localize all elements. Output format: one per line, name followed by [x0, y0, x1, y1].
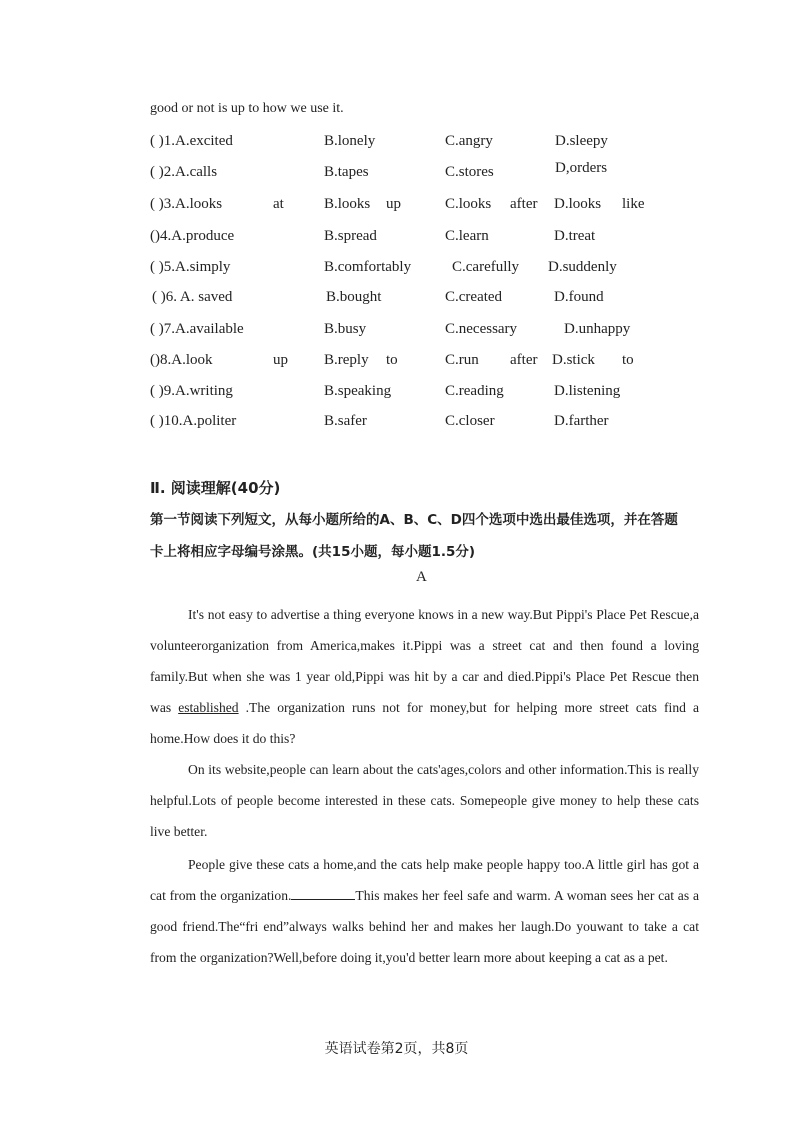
- section-title: Ⅱ. 阅读理解(40分): [150, 479, 281, 497]
- intro-line: good or not is up to how we use it.: [150, 101, 344, 116]
- para1-text-a: It's not easy to advertise a thing everyone knows in a new way.But Pippi's Place Pet Rescue,a volunteerorganization from America,makes it.Pippi was a street cat and then found a loving family.But when she was 1 year old,Pippi was hit by a car and died.Pippi's Place Pet Rescue then was: [150, 607, 699, 715]
- answer-option: at: [273, 196, 284, 212]
- page-footer: 英语试卷第2页，共8页: [324, 1041, 469, 1057]
- answer-option: D.stick: [552, 352, 595, 368]
- passage-paragraph-2: [150, 754, 699, 847]
- underlined-word: established: [178, 700, 239, 715]
- answer-option: B.bought: [326, 289, 382, 305]
- answer-option: B.tapes: [324, 164, 369, 180]
- answer-option: D.found: [554, 289, 604, 305]
- answer-option: after: [510, 352, 538, 368]
- answer-option: B.busy: [324, 321, 367, 337]
- answer-option: to: [386, 352, 398, 368]
- answer-option: after: [510, 196, 538, 212]
- question-stem: ( )3.A.looks: [150, 196, 223, 212]
- answer-option: C.necessary: [445, 321, 518, 337]
- answer-option: B.speaking: [324, 383, 392, 399]
- para2-text: On its website,people can learn about the cats'ages,colors and other information.This is really helpful.Lots of people become interested in these cats. Somepeople give money to help these cats live better.: [150, 762, 699, 839]
- answer-option: D.looks: [554, 196, 602, 212]
- question-stem: ( )6. A. saved: [152, 289, 233, 305]
- answer-option: C.learn: [445, 228, 489, 244]
- answer-option: C.created: [445, 289, 503, 305]
- answer-option: up: [273, 352, 288, 368]
- question-stem: ( )7.A.available: [150, 321, 244, 337]
- passage-paragraph-3: [150, 849, 699, 973]
- answer-option: B.reply: [324, 352, 369, 368]
- question-stem: ()8.A.look: [150, 352, 213, 368]
- para1-text-b: .The organization runs not for money,but for helping more street cats find a home.How does it do this?: [150, 700, 699, 746]
- answer-option: C.stores: [445, 164, 494, 180]
- answer-option: to: [622, 352, 634, 368]
- instruction-line-1: 第一节阅读下列短文，从每小题所给的A、B、C、D四个选项中选出最佳选项，并在答题: [150, 512, 678, 528]
- answer-option: D.sleepy: [555, 133, 608, 149]
- answer-option: up: [386, 196, 401, 212]
- answer-option: C.looks: [445, 196, 492, 212]
- passage-label: A: [416, 569, 427, 585]
- answer-option: B.looks: [324, 196, 371, 212]
- answer-option: like: [622, 196, 645, 212]
- answer-option: B.safer: [324, 413, 367, 429]
- answer-option: C.run: [445, 352, 479, 368]
- passage-paragraph-1: [150, 599, 699, 754]
- answer-option: B.lonely: [324, 133, 376, 149]
- answer-option: D.unhappy: [564, 321, 631, 337]
- answer-option: B.comfortably: [324, 259, 412, 275]
- instruction-line-2: 卡上将相应字母编号涂黑。(共15小题，每小题1.5分): [150, 544, 476, 560]
- question-stem: ( )1.A.excited: [150, 133, 233, 149]
- question-stem: ( )9.A.writing: [150, 383, 233, 399]
- para3-text-a: People give these cats a home,and the cats help make people happy too.A little girl has got a cat from the organization.: [150, 857, 699, 903]
- answer-option: C.closer: [445, 413, 495, 429]
- answer-option: D.listening: [554, 383, 621, 399]
- question-stem: ()4.A.produce: [150, 228, 235, 244]
- answer-option: D,orders: [555, 160, 608, 176]
- question-stem: ( )5.A.simply: [150, 259, 231, 275]
- answer-option: D.suddenly: [548, 259, 617, 275]
- para3-text-b: This makes her feel safe and warm. A woman sees her cat as a good friend.The“fri end”always walks behind her and makes her laugh.Do youwant to take a cat from the organization?Well,before doing it,you'd better learn more about keeping a cat as a pet.: [150, 888, 699, 965]
- answer-option: C.angry: [445, 133, 493, 149]
- answer-blank: [291, 887, 355, 900]
- answer-option: B.spread: [324, 228, 377, 244]
- question-stem: ( )10.A.politer: [150, 413, 237, 429]
- answer-option: C.carefully: [452, 259, 520, 275]
- answer-option: D.farther: [554, 413, 609, 429]
- answer-option: D.treat: [554, 228, 596, 244]
- answer-option: C.reading: [445, 383, 504, 399]
- question-stem: ( )2.A.calls: [150, 164, 218, 180]
